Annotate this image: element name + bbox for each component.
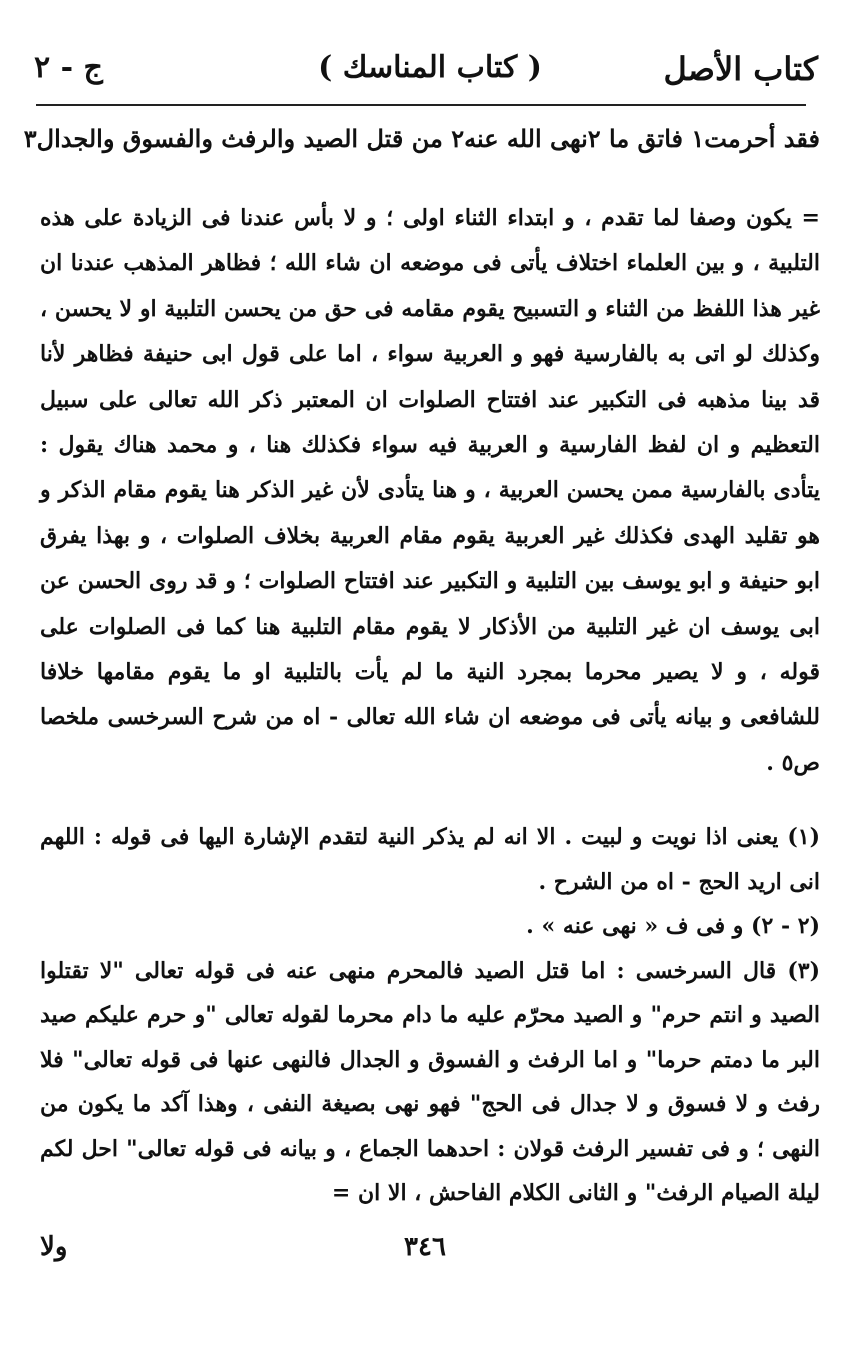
main-text: فقد أحرمت١ فاتق ما ٢نهى الله عنه٢ من قتل الصيد والرفث والفسوق والجدال٣	[23, 124, 820, 153]
catchword: ولا	[40, 1232, 68, 1262]
header-divider	[36, 104, 806, 106]
footnote-2: (٢ - ٢) و فى ف « نهى عنه » .	[526, 913, 820, 939]
footnote-1: (١) يعنى اذا نويت و لبيت . الا انه لم يذكر النية لتقدم الإشارة اليها فى قوله : اللهم انى اريد الحج - اه من الشرح .	[40, 824, 820, 895]
book-title: كتاب الأصل	[663, 50, 818, 88]
section-title: ( كتاب المناسك )	[318, 50, 542, 85]
volume-number: ج - ٢	[34, 50, 103, 85]
footnote-3: (٣) قال السرخسى : اما قتل الصيد فالمحرم منهى عنه فى قوله تعالى "لا تقتلوا الصيد و انتم حرم" و الصيد محرّم عليه ما دام محرما لقوله تعالى "و حرم عليكم صيد البر ما دمتم حرما" و اما الرفث و الفسوق و الجدال فالنهى عنها فى قوله تعالى" فلا رفث و لا فسوق و لا جدال فى الحج" فهو نهى بصيغة النفى ، وهذا آكد ما يكون من النهى ؛ و فى تفسير الرفث قولان : احدهما الجماع ، و بيانه فى قوله تعالى" احل لكم ليلة الصيام الرفث" و الثانى الكلام الفاحش ، الا ان =	[40, 957, 820, 1206]
running-header	[30, 48, 830, 98]
footnotes	[40, 815, 820, 1216]
commentary-paragraph: = يكون وصفا لما تقدم ، و ابتداء الثناء اولى ؛ و لا بأس عندنا فى الزيادة على هذه التلبية ، و بين العلماء اختلاف يأتى فى موضعه ان شاء الله ؛ فظاهر المذهب عندنا ان غير هذا اللفظ من الثناء و التسبيح يقوم مقامه فى حق من يحسن التلبية او لا يحسن ، وكذلك لو اتى به بالفارسية فهو و العربية سواء ، اما على قول ابى حنيفة فظاهر لأنا قد بينا مذهبه فى التكبير عند افتتاح الصلوات ان المعتبر ذكر الله تعالى على سبيل التعظيم و ان لفظ الفارسية و العربية فيه سواء فكذلك هنا ، و محمد هناك يقول : يتأدى بالفارسية ممن يحسن العربية ، و هنا يتأدى لأن غير الذكر هنا يقوم مقام الذكر و هو تقليد الهدى فكذلك غير العربية يقوم مقام العربية بخلاف الصلوات ، و بهذا يفرق ابو حنيفة و ابو يوسف بين التلبية و التكبير عند افتتاح الصلوات ؛ و قد روى الحسن عن ابى يوسف ان غير التلبية من الأذكار لا يقوم مقام التلبية هنا كما فى الصلوات على قوله ، و لا يصير محرما بمجرد النية ما لم يأت بالتلبية او ما يقوم مقامها خلافا للشافعى و بيانه يأتى فى موضعه ان شاء الله تعالى - اه من شرح السرخسى ملخصا ص٥ .	[40, 205, 820, 776]
page-footer	[30, 1232, 820, 1272]
page-number: ٣٤٦	[404, 1232, 446, 1262]
commentary-continuation	[40, 196, 820, 786]
